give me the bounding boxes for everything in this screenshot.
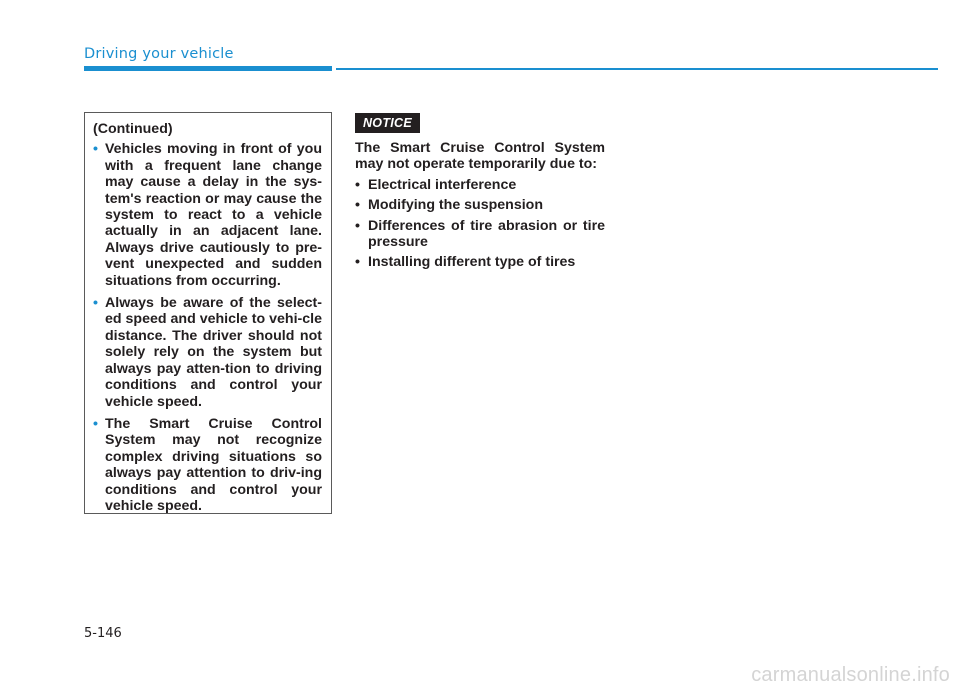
list-item [92, 416, 322, 514]
warning-bullet-text: The Smart Cruise Control System may not recognize complex driving situations so always pay attention to driv-ing conditions and control your vehicle speed. [105, 415, 322, 514]
bullet-icon: • [93, 141, 98, 158]
bullet-icon: • [355, 217, 360, 234]
warning-bullet-list [92, 141, 322, 514]
list-item [355, 254, 605, 270]
notice-bullet-text: Modifying the suspension [368, 197, 543, 214]
notice-intro: The Smart Cruise Control System may not operate temporarily due to: [355, 140, 605, 173]
continued-label: (Continued) [93, 121, 173, 137]
page-number: 5-146 [84, 626, 122, 641]
notice-badge: NOTICE [355, 113, 420, 133]
notice-bullet-text: Electrical interference [368, 176, 517, 193]
warning-bullet-text: Always be aware of the select-ed speed and vehicle to vehi-cle distance. The driver should not solely rely on the system but always pay atten-tion to driving conditions and control your vehicle speed. [105, 295, 322, 410]
header-rule-accent [84, 66, 332, 71]
bullet-icon: • [93, 415, 98, 432]
list-item [92, 295, 322, 410]
list-item [355, 197, 605, 213]
bullet-icon: • [355, 254, 360, 271]
notice-body [355, 140, 605, 275]
list-item [355, 177, 605, 193]
bullet-icon: • [93, 295, 98, 312]
notice-bullet-text: Installing different type of tires [368, 254, 576, 271]
bullet-icon: • [355, 197, 360, 214]
header-rule [336, 68, 938, 70]
warning-box [84, 112, 332, 514]
watermark: carmanualsonline.info [751, 664, 950, 686]
bullet-icon: • [355, 176, 360, 193]
list-item [92, 141, 322, 289]
notice-bullet-text: Differences of tire abrasion or tire pressure [368, 217, 605, 251]
section-title: Driving your vehicle [84, 46, 234, 62]
warning-bullet-text: Vehicles moving in front of you with a frequent lane change may cause a delay in the sys-tem's reaction or may cause the system to react to a vehicle actually in an adjacent lane. Always drive cautiously to pre-vent unexpected and sudden situations from occurring. [105, 141, 322, 289]
list-item [355, 218, 605, 251]
notice-bullet-list [355, 177, 605, 271]
